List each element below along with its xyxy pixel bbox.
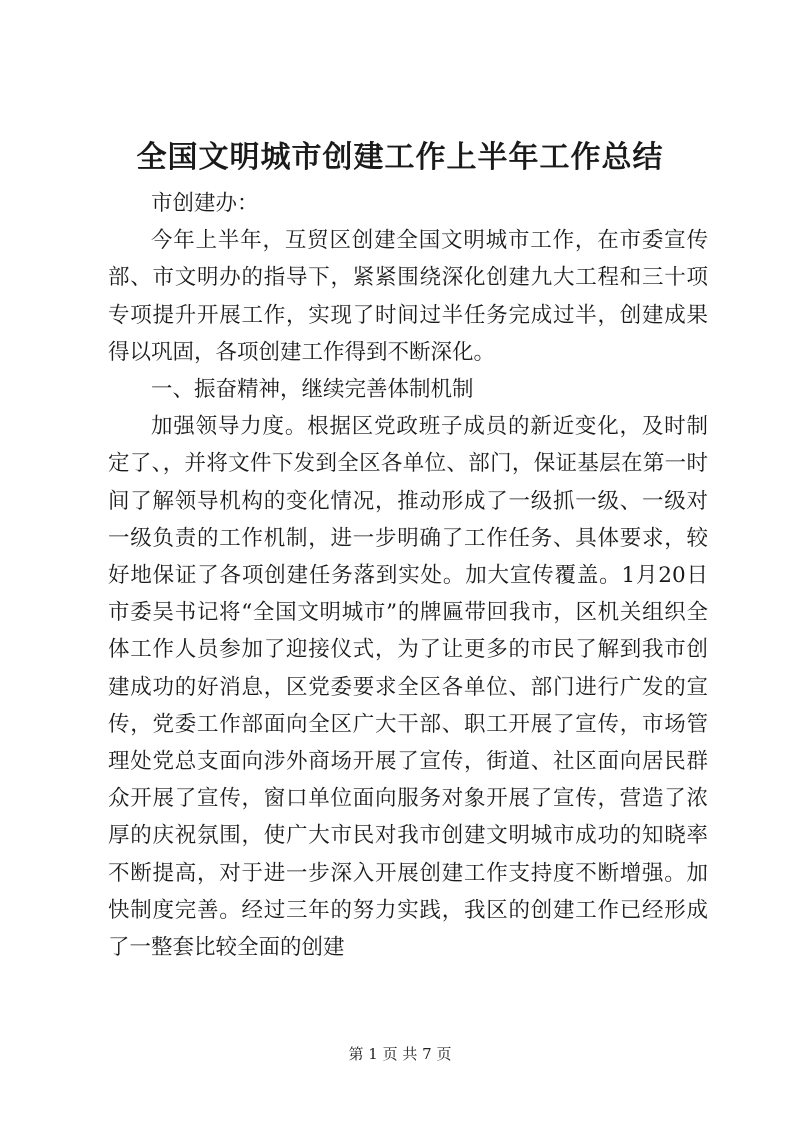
paragraph-body: 加强领导力度。根据区党政班子成员的新近变化，及时制定了、，并将文件下发到全区各单位、部门，保证基层在第一时间了解领导机构的变化情况，推动形成了一级抓一级、一级对一级负责的工作机制，进一步明确了工作任务、具体要求，较好地保证了各项创建任务落到实处。加大宣传覆盖。1月20日市委吴书记将“全国文明城市”的牌匾带回我市，区机关组织全体工作人员参加了迎接仪式，为了让更多的市民了解到我市创建成功的好消息，区党委要求全区各单位、部门进行广发的宣传，党委工作部面向全区广大干部、职工开展了宣传，市场管理处党总支面向涉外商场开展了宣传，街道、社区面向居民群众开展了宣传，窗口单位面向服务对象开展了宣传，营造了浓厚的庆祝氛围，使广大市民对我市创建文明城市成功的知晓率不断提高，对于进一步深入开展创建工作支持度不断增强。加快制度完善。经过三年的努力实践，我区的创建工作已经形成了一整套比较全面的创建 <box>108 414 708 961</box>
section-heading: 一、振奋精神，继续完善体制机制 <box>151 377 474 403</box>
document-body <box>108 185 708 966</box>
salutation: 市创建办： <box>151 191 259 216</box>
page-footer: 第 1 页 共 7 页 <box>348 1045 452 1063</box>
document-title: 全国文明城市创建工作上半年工作总结 <box>136 140 664 175</box>
paragraph-intro: 今年上半年，互贸区创建全国文明城市工作，在市委宣传部、市文明办的指导下，紧紧围绕深化创建九大工程和三十项专项提升开展工作，实现了时间过半任务完成过半，创建成果得以巩固，各项创建工作得到不断深化。 <box>108 228 708 365</box>
